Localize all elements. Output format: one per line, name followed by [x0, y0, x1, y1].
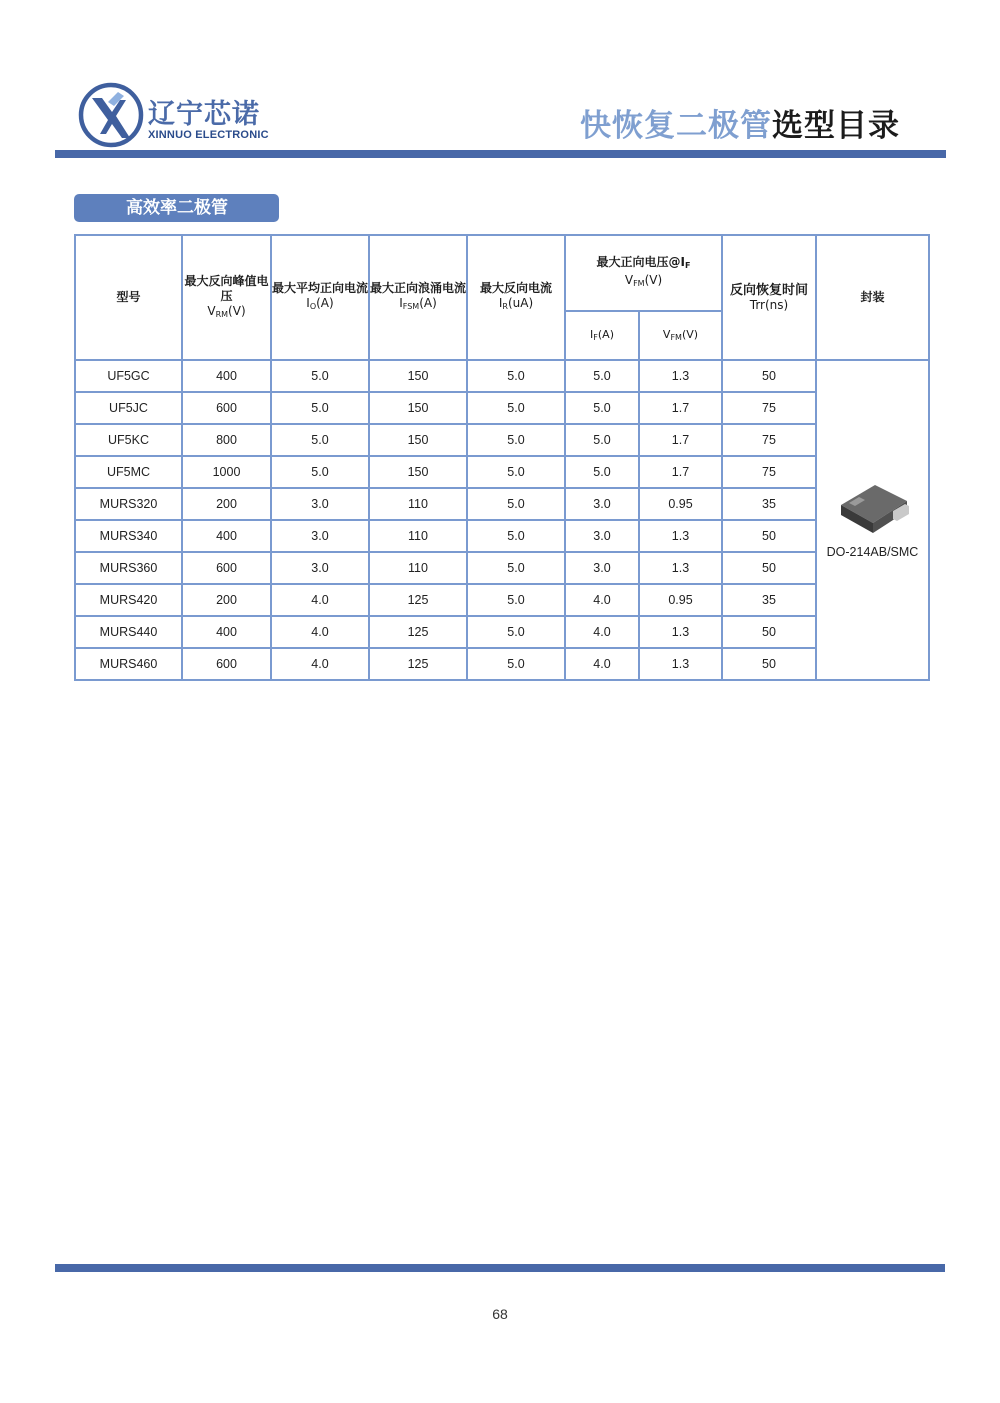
cell-if: 4.0: [565, 584, 639, 616]
cell-io: 4.0: [271, 616, 369, 648]
header-trr: 反向恢复时间 Trr(ns): [722, 235, 816, 360]
cell-ir: 5.0: [467, 584, 565, 616]
cell-vrm: 600: [182, 648, 271, 680]
cell-if: 5.0: [565, 360, 639, 392]
cell-io: 3.0: [271, 552, 369, 584]
cell-ir: 5.0: [467, 360, 565, 392]
cell-ir: 5.0: [467, 488, 565, 520]
cell-vfm: 1.3: [639, 616, 722, 648]
spec-table: [74, 234, 930, 681]
cell-ir: 5.0: [467, 616, 565, 648]
cell-model: MURS440: [75, 616, 182, 648]
header-vfm-group: 最大正向电压$@I_F$ $V_{FM}(V)$: [565, 235, 722, 311]
package-cell: [816, 360, 929, 680]
header-ir: 最大反向电流 $I_R(uA)$: [467, 235, 565, 360]
cell-vrm: 200: [182, 488, 271, 520]
cell-if: 4.0: [565, 616, 639, 648]
cell-model: MURS340: [75, 520, 182, 552]
cell-ifsm: 110: [369, 488, 467, 520]
footer-divider: [55, 1264, 945, 1272]
cell-model: UF5GC: [75, 360, 182, 392]
table-row: [75, 520, 929, 552]
cell-model: MURS420: [75, 584, 182, 616]
cell-trr: 50: [722, 552, 816, 584]
company-logo: [78, 82, 278, 148]
cell-io: 5.0: [271, 392, 369, 424]
cell-vfm: 1.7: [639, 456, 722, 488]
cell-vfm: 1.7: [639, 424, 722, 456]
xinnuo-logo-icon: [78, 82, 144, 148]
table-row: [75, 648, 929, 680]
cell-model: MURS360: [75, 552, 182, 584]
cell-model: UF5MC: [75, 456, 182, 488]
cell-vrm: 600: [182, 392, 271, 424]
cell-vrm: 400: [182, 616, 271, 648]
cell-vrm: 200: [182, 584, 271, 616]
cell-ifsm: 125: [369, 648, 467, 680]
table-row: [75, 584, 929, 616]
cell-trr: 35: [722, 584, 816, 616]
header-package: 封装: [816, 235, 929, 360]
table-row: [75, 456, 929, 488]
table-row: [75, 360, 929, 392]
document-title-category: 快恢复二极管: [580, 108, 772, 144]
header-divider: [55, 150, 946, 158]
cell-vfm: 1.3: [639, 648, 722, 680]
table-row: [75, 424, 929, 456]
header-model: 型号: [75, 235, 182, 360]
document-title-suffix: 选型目录: [772, 108, 900, 144]
cell-ifsm: 150: [369, 392, 467, 424]
cell-ifsm: 110: [369, 520, 467, 552]
header-if: $I_F(A)$: [565, 311, 639, 360]
cell-io: 3.0: [271, 520, 369, 552]
header-vfm: $V_{FM}(V)$: [639, 311, 722, 360]
cell-model: MURS320: [75, 488, 182, 520]
cell-ir: 5.0: [467, 552, 565, 584]
cell-vfm: 1.7: [639, 392, 722, 424]
cell-ifsm: 150: [369, 360, 467, 392]
cell-vrm: 600: [182, 552, 271, 584]
cell-vrm: 400: [182, 360, 271, 392]
smc-package-icon: [835, 481, 911, 539]
cell-if: 3.0: [565, 520, 639, 552]
cell-if: 5.0: [565, 392, 639, 424]
table-row: [75, 488, 929, 520]
header-vrm: 最大反向峰值电压 $V_{RM}(V)$: [182, 235, 271, 360]
cell-vfm: 1.3: [639, 520, 722, 552]
cell-vrm: 800: [182, 424, 271, 456]
document-title: [580, 100, 900, 145]
header-ifsm: 最大正向浪涌电流 $I_{FSM}(A)$: [369, 235, 467, 360]
cell-trr: 75: [722, 392, 816, 424]
cell-trr: 50: [722, 648, 816, 680]
cell-ifsm: 125: [369, 584, 467, 616]
cell-io: 5.0: [271, 360, 369, 392]
section-tab: 高效率二极管: [74, 194, 279, 222]
cell-ifsm: 125: [369, 616, 467, 648]
cell-vrm: 1000: [182, 456, 271, 488]
cell-io: 5.0: [271, 424, 369, 456]
table-row: [75, 392, 929, 424]
table-row: [75, 616, 929, 648]
cell-trr: 50: [722, 520, 816, 552]
cell-io: 4.0: [271, 648, 369, 680]
cell-trr: 50: [722, 360, 816, 392]
cell-if: 3.0: [565, 552, 639, 584]
cell-io: 5.0: [271, 456, 369, 488]
logo-en-text: XINNUO ELECTRONIC: [148, 129, 269, 141]
cell-if: 3.0: [565, 488, 639, 520]
cell-io: 4.0: [271, 584, 369, 616]
cell-vfm: 1.3: [639, 360, 722, 392]
cell-if: 5.0: [565, 424, 639, 456]
cell-if: 5.0: [565, 456, 639, 488]
cell-vrm: 400: [182, 520, 271, 552]
cell-vfm: 0.95: [639, 584, 722, 616]
cell-model: UF5JC: [75, 392, 182, 424]
cell-ifsm: 150: [369, 456, 467, 488]
cell-if: 4.0: [565, 648, 639, 680]
cell-ir: 5.0: [467, 520, 565, 552]
cell-trr: 50: [722, 616, 816, 648]
package-label: DO-214AB/SMC: [826, 545, 919, 559]
header-io: 最大平均正向电流 $I_O(A)$: [271, 235, 369, 360]
cell-model: MURS460: [75, 648, 182, 680]
table-row: [75, 552, 929, 584]
cell-io: 3.0: [271, 488, 369, 520]
cell-ir: 5.0: [467, 456, 565, 488]
cell-trr: 35: [722, 488, 816, 520]
page-number: 68: [492, 1306, 508, 1322]
cell-ifsm: 150: [369, 424, 467, 456]
cell-model: UF5KC: [75, 424, 182, 456]
logo-cn-text: 辽宁芯诺: [148, 99, 260, 130]
cell-ir: 5.0: [467, 392, 565, 424]
cell-trr: 75: [722, 456, 816, 488]
cell-ir: 5.0: [467, 424, 565, 456]
cell-vfm: 1.3: [639, 552, 722, 584]
cell-ir: 5.0: [467, 648, 565, 680]
cell-vfm: 0.95: [639, 488, 722, 520]
cell-ifsm: 110: [369, 552, 467, 584]
cell-trr: 75: [722, 424, 816, 456]
